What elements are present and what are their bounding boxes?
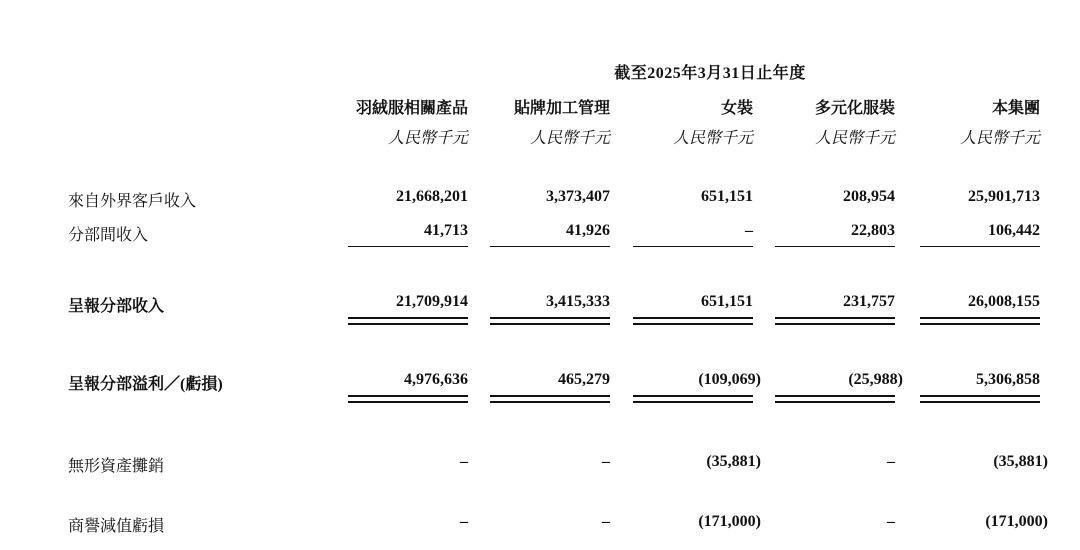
table-cell: 3,373,407 xyxy=(546,188,610,205)
total-double-rule xyxy=(633,395,753,403)
total-double-rule xyxy=(775,317,895,325)
column-unit: 人民幣千元 xyxy=(387,130,468,147)
total-double-rule xyxy=(633,317,753,325)
column-header-down-apparel: 羽絨服相關產品 xyxy=(355,100,468,117)
row-label-reportable-segment-profit: 呈報分部溢利／(虧損) xyxy=(68,376,223,393)
table-cell: (25,988) xyxy=(848,371,903,388)
table-cell: 106,442 xyxy=(988,222,1040,239)
table-cell: – xyxy=(602,453,610,470)
table-cell: 21,668,201 xyxy=(396,188,468,205)
column-header-ladies-wear: 女裝 xyxy=(720,100,753,117)
table-cell: (35,881) xyxy=(993,453,1048,470)
table-cell: (171,000) xyxy=(698,513,761,530)
table-cell: 208,954 xyxy=(843,188,895,205)
total-double-rule xyxy=(490,395,610,403)
column-unit: 人民幣千元 xyxy=(959,130,1040,147)
table-cell: 3,415,333 xyxy=(546,293,610,310)
table-cell: (35,881) xyxy=(706,453,761,470)
table-cell: 465,279 xyxy=(558,371,610,388)
table-cell: 231,757 xyxy=(843,293,895,310)
row-label-reportable-segment-revenue: 呈報分部收入 xyxy=(68,298,165,315)
table-cell: 4,976,636 xyxy=(404,371,468,388)
table-cell: 5,306,858 xyxy=(976,371,1040,388)
table-cell: – xyxy=(745,222,753,239)
table-cell: – xyxy=(460,453,468,470)
period-header: 截至2025年3月31日止年度 xyxy=(614,65,806,82)
subtotal-rule xyxy=(775,246,895,247)
row-label-goodwill-impairment: 商譽減值虧損 xyxy=(68,518,165,535)
table-cell: 41,926 xyxy=(566,222,610,239)
table-cell: 41,713 xyxy=(424,222,468,239)
column-header-oem-management: 貼牌加工管理 xyxy=(513,100,610,117)
column-unit: 人民幣千元 xyxy=(529,130,610,147)
table-cell: 26,008,155 xyxy=(968,293,1040,310)
table-cell: (171,000) xyxy=(985,513,1048,530)
table-cell: (109,069) xyxy=(698,371,761,388)
total-double-rule xyxy=(775,395,895,403)
row-label-external-revenue: 來自外界客戶收入 xyxy=(68,193,197,210)
table-cell: – xyxy=(460,513,468,530)
table-cell: 25,901,713 xyxy=(968,188,1040,205)
total-double-rule xyxy=(490,317,610,325)
table-cell: – xyxy=(887,513,895,530)
table-cell: – xyxy=(602,513,610,530)
table-cell: 21,709,914 xyxy=(396,293,468,310)
row-label-inter-segment-revenue: 分部間收入 xyxy=(68,227,149,244)
subtotal-rule xyxy=(490,246,610,247)
column-header-group: 本集團 xyxy=(991,100,1040,117)
column-header-diversified-apparel: 多元化服裝 xyxy=(814,100,895,117)
total-double-rule xyxy=(920,317,1040,325)
subtotal-rule xyxy=(633,246,753,247)
column-unit: 人民幣千元 xyxy=(814,130,895,147)
total-double-rule xyxy=(920,395,1040,403)
total-double-rule xyxy=(348,395,468,403)
subtotal-rule xyxy=(920,246,1040,247)
subtotal-rule xyxy=(348,246,468,247)
table-cell: 651,151 xyxy=(701,188,753,205)
table-cell: 22,803 xyxy=(851,222,895,239)
table-cell: 651,151 xyxy=(701,293,753,310)
column-unit: 人民幣千元 xyxy=(672,130,753,147)
row-label-amortisation-intangibles: 無形資產攤銷 xyxy=(68,458,165,475)
total-double-rule xyxy=(348,317,468,325)
table-cell: – xyxy=(887,453,895,470)
